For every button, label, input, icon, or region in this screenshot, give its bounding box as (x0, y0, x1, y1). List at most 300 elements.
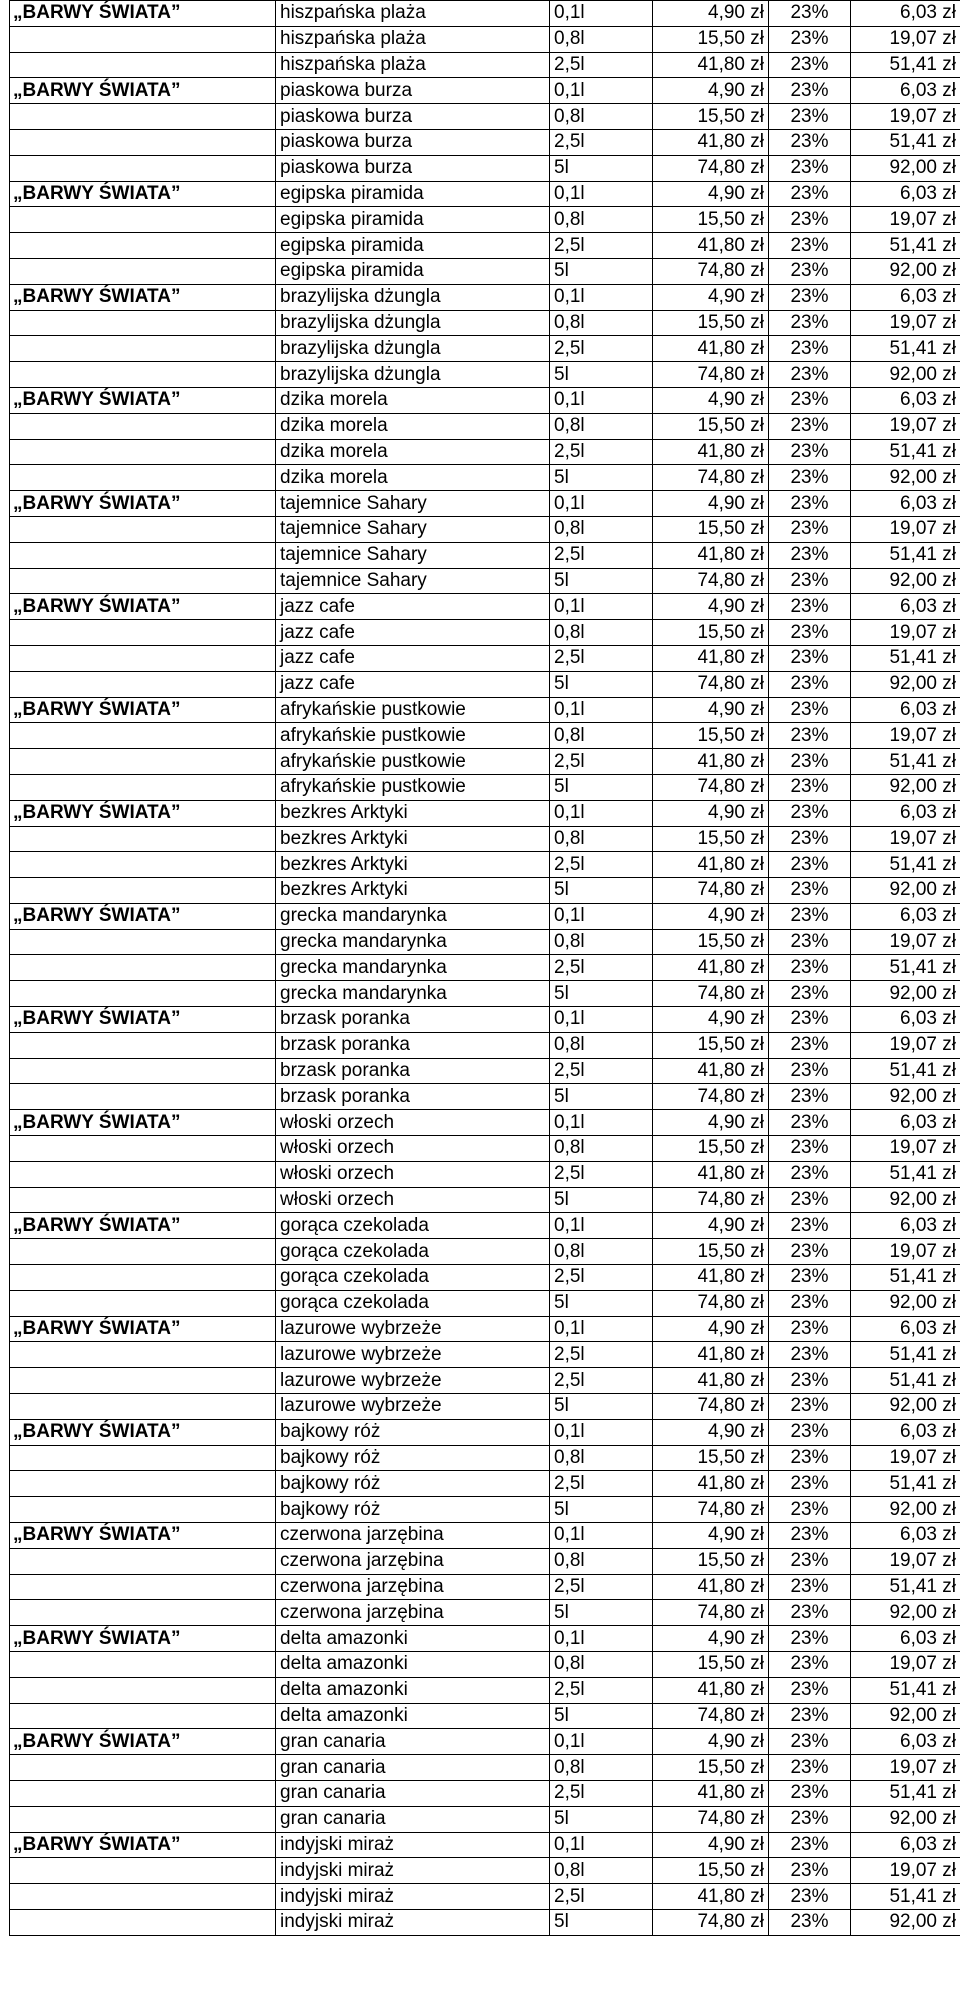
table-row (10, 1548, 960, 1574)
vat-rate-cell: 23% (769, 1058, 851, 1084)
volume-cell: 2,5l (550, 955, 653, 981)
vat-rate-cell: 23% (769, 929, 851, 955)
net-price-cell: 15,50 zł (653, 104, 769, 130)
product-line-cell: „BARWY ŚWIATA” (10, 1832, 276, 1858)
vat-rate-cell: 23% (769, 1523, 851, 1549)
net-price-cell: 4,90 zł (653, 1832, 769, 1858)
color-name-cell: egipska piramida (276, 258, 550, 284)
product-line-cell (10, 1032, 276, 1058)
gross-price-cell: 51,41 zł (851, 542, 960, 568)
color-name-cell: hiszpańska plaża (276, 1, 550, 27)
table-row (10, 697, 960, 723)
color-name-cell: tajemnice Sahary (276, 516, 550, 542)
table-row (10, 1213, 960, 1239)
table-row (10, 1755, 960, 1781)
gross-price-cell: 92,00 zł (851, 774, 960, 800)
net-price-cell: 4,90 zł (653, 1626, 769, 1652)
gross-price-cell: 92,00 zł (851, 362, 960, 388)
product-line-cell (10, 1497, 276, 1523)
product-line-cell (10, 1858, 276, 1884)
gross-price-cell: 51,41 zł (851, 645, 960, 671)
table-row (10, 800, 960, 826)
color-name-cell: afrykańskie pustkowie (276, 723, 550, 749)
vat-rate-cell: 23% (769, 284, 851, 310)
product-line-cell (10, 516, 276, 542)
color-name-cell: włoski orzech (276, 1110, 550, 1136)
product-line-cell (10, 774, 276, 800)
table-row (10, 129, 960, 155)
net-price-cell: 74,80 zł (653, 1084, 769, 1110)
table-row (10, 52, 960, 78)
vat-rate-cell: 23% (769, 749, 851, 775)
table-row (10, 826, 960, 852)
net-price-cell: 74,80 zł (653, 774, 769, 800)
table-row (10, 336, 960, 362)
vat-rate-cell: 23% (769, 594, 851, 620)
net-price-cell: 74,80 zł (653, 671, 769, 697)
volume-cell: 5l (550, 465, 653, 491)
vat-rate-cell: 23% (769, 439, 851, 465)
volume-cell: 0,8l (550, 310, 653, 336)
table-row (10, 1626, 960, 1652)
table-row (10, 1600, 960, 1626)
color-name-cell: bezkres Arktyki (276, 878, 550, 904)
gross-price-cell: 92,00 zł (851, 1084, 960, 1110)
gross-price-cell: 6,03 zł (851, 1110, 960, 1136)
table-row (10, 929, 960, 955)
product-line-cell (10, 749, 276, 775)
vat-rate-cell: 23% (769, 1858, 851, 1884)
volume-cell: 0,1l (550, 78, 653, 104)
volume-cell: 0,1l (550, 284, 653, 310)
volume-cell: 0,8l (550, 1136, 653, 1162)
table-row (10, 1780, 960, 1806)
gross-price-cell: 19,07 zł (851, 1239, 960, 1265)
product-line-cell (10, 826, 276, 852)
net-price-cell: 74,80 zł (653, 1187, 769, 1213)
volume-cell: 0,1l (550, 1729, 653, 1755)
net-price-cell: 4,90 zł (653, 594, 769, 620)
product-line-cell (10, 258, 276, 284)
table-row (10, 878, 960, 904)
volume-cell: 2,5l (550, 645, 653, 671)
table-row (10, 852, 960, 878)
table-row (10, 1832, 960, 1858)
vat-rate-cell: 23% (769, 1368, 851, 1394)
net-price-cell: 74,80 zł (653, 465, 769, 491)
table-row (10, 903, 960, 929)
table-row (10, 258, 960, 284)
product-line-cell (10, 1290, 276, 1316)
table-row (10, 207, 960, 233)
product-line-cell: „BARWY ŚWIATA” (10, 1316, 276, 1342)
net-price-cell: 4,90 zł (653, 1110, 769, 1136)
volume-cell: 5l (550, 1084, 653, 1110)
volume-cell: 5l (550, 981, 653, 1007)
volume-cell: 0,8l (550, 1239, 653, 1265)
net-price-cell: 41,80 zł (653, 129, 769, 155)
gross-price-cell: 19,07 zł (851, 1755, 960, 1781)
color-name-cell: grecka mandarynka (276, 929, 550, 955)
gross-price-cell: 6,03 zł (851, 284, 960, 310)
table-row (10, 981, 960, 1007)
volume-cell: 0,1l (550, 181, 653, 207)
vat-rate-cell: 23% (769, 1909, 851, 1935)
vat-rate-cell: 23% (769, 516, 851, 542)
volume-cell: 5l (550, 671, 653, 697)
gross-price-cell: 51,41 zł (851, 439, 960, 465)
vat-rate-cell: 23% (769, 155, 851, 181)
product-line-cell (10, 1780, 276, 1806)
vat-rate-cell: 23% (769, 1110, 851, 1136)
table-row (10, 1368, 960, 1394)
vat-rate-cell: 23% (769, 1832, 851, 1858)
gross-price-cell: 92,00 zł (851, 568, 960, 594)
volume-cell: 2,5l (550, 1368, 653, 1394)
vat-rate-cell: 23% (769, 362, 851, 388)
volume-cell: 2,5l (550, 129, 653, 155)
table-row (10, 1729, 960, 1755)
gross-price-cell: 92,00 zł (851, 1703, 960, 1729)
vat-rate-cell: 23% (769, 1084, 851, 1110)
color-name-cell: indyjski miraż (276, 1909, 550, 1935)
product-line-cell (10, 1239, 276, 1265)
gross-price-cell: 51,41 zł (851, 1677, 960, 1703)
volume-cell: 0,8l (550, 620, 653, 646)
net-price-cell: 41,80 zł (653, 955, 769, 981)
product-line-cell (10, 1755, 276, 1781)
product-line-cell (10, 878, 276, 904)
color-name-cell: brzask poranka (276, 1007, 550, 1033)
net-price-cell: 74,80 zł (653, 1703, 769, 1729)
table-row (10, 1161, 960, 1187)
volume-cell: 2,5l (550, 542, 653, 568)
gross-price-cell: 92,00 zł (851, 155, 960, 181)
gross-price-cell: 6,03 zł (851, 181, 960, 207)
gross-price-cell: 6,03 zł (851, 78, 960, 104)
product-line-cell: „BARWY ŚWIATA” (10, 903, 276, 929)
net-price-cell: 4,90 zł (653, 903, 769, 929)
gross-price-cell: 19,07 zł (851, 26, 960, 52)
net-price-cell: 4,90 zł (653, 697, 769, 723)
volume-cell: 0,1l (550, 1523, 653, 1549)
gross-price-cell: 6,03 zł (851, 1729, 960, 1755)
vat-rate-cell: 23% (769, 52, 851, 78)
product-line-cell (10, 723, 276, 749)
vat-rate-cell: 23% (769, 1187, 851, 1213)
gross-price-cell: 19,07 zł (851, 723, 960, 749)
vat-rate-cell: 23% (769, 233, 851, 259)
gross-price-cell: 19,07 zł (851, 1858, 960, 1884)
vat-rate-cell: 23% (769, 723, 851, 749)
vat-rate-cell: 23% (769, 1548, 851, 1574)
gross-price-cell: 6,03 zł (851, 1626, 960, 1652)
table-row (10, 1316, 960, 1342)
product-line-cell (10, 155, 276, 181)
net-price-cell: 74,80 zł (653, 1600, 769, 1626)
vat-rate-cell: 23% (769, 1600, 851, 1626)
product-line-cell: „BARWY ŚWIATA” (10, 1007, 276, 1033)
volume-cell: 2,5l (550, 1780, 653, 1806)
vat-rate-cell: 23% (769, 1394, 851, 1420)
net-price-cell: 15,50 zł (653, 516, 769, 542)
color-name-cell: gran canaria (276, 1755, 550, 1781)
table-row (10, 284, 960, 310)
gross-price-cell: 19,07 zł (851, 929, 960, 955)
net-price-cell: 4,90 zł (653, 387, 769, 413)
net-price-cell: 15,50 zł (653, 1445, 769, 1471)
volume-cell: 5l (550, 362, 653, 388)
gross-price-cell: 51,41 zł (851, 955, 960, 981)
color-name-cell: indyjski miraż (276, 1832, 550, 1858)
volume-cell: 2,5l (550, 1471, 653, 1497)
color-name-cell: gorąca czekolada (276, 1265, 550, 1291)
product-line-cell: „BARWY ŚWIATA” (10, 284, 276, 310)
net-price-cell: 4,90 zł (653, 78, 769, 104)
product-line-cell (10, 620, 276, 646)
net-price-cell: 41,80 zł (653, 1161, 769, 1187)
table-row (10, 671, 960, 697)
product-line-cell (10, 929, 276, 955)
gross-price-cell: 51,41 zł (851, 1574, 960, 1600)
net-price-cell: 4,90 zł (653, 1213, 769, 1239)
product-line-cell (10, 1806, 276, 1832)
net-price-cell: 4,90 zł (653, 1007, 769, 1033)
table-row (10, 955, 960, 981)
vat-rate-cell: 23% (769, 258, 851, 284)
gross-price-cell: 51,41 zł (851, 749, 960, 775)
gross-price-cell: 19,07 zł (851, 826, 960, 852)
product-line-cell (10, 1652, 276, 1678)
product-line-cell (10, 568, 276, 594)
table-row (10, 1677, 960, 1703)
product-line-cell (10, 1394, 276, 1420)
volume-cell: 2,5l (550, 233, 653, 259)
table-row (10, 1058, 960, 1084)
color-name-cell: piaskowa burza (276, 78, 550, 104)
color-name-cell: egipska piramida (276, 181, 550, 207)
gross-price-cell: 6,03 zł (851, 1832, 960, 1858)
volume-cell: 5l (550, 1290, 653, 1316)
color-name-cell: lazurowe wybrzeże (276, 1394, 550, 1420)
product-line-cell: „BARWY ŚWIATA” (10, 1110, 276, 1136)
volume-cell: 5l (550, 1806, 653, 1832)
product-line-cell: „BARWY ŚWIATA” (10, 1626, 276, 1652)
net-price-cell: 41,80 zł (653, 233, 769, 259)
gross-price-cell: 19,07 zł (851, 413, 960, 439)
net-price-cell: 4,90 zł (653, 800, 769, 826)
volume-cell: 5l (550, 1497, 653, 1523)
color-name-cell: delta amazonki (276, 1703, 550, 1729)
volume-cell: 0,8l (550, 26, 653, 52)
table-row (10, 1007, 960, 1033)
color-name-cell: bajkowy róż (276, 1445, 550, 1471)
net-price-cell: 4,90 zł (653, 1523, 769, 1549)
color-name-cell: lazurowe wybrzeże (276, 1316, 550, 1342)
product-line-cell (10, 671, 276, 697)
net-price-cell: 15,50 zł (653, 929, 769, 955)
vat-rate-cell: 23% (769, 1265, 851, 1291)
product-line-cell (10, 542, 276, 568)
gross-price-cell: 6,03 zł (851, 697, 960, 723)
net-price-cell: 15,50 zł (653, 1548, 769, 1574)
gross-price-cell: 92,00 zł (851, 1600, 960, 1626)
product-line-cell (10, 1136, 276, 1162)
table-row (10, 645, 960, 671)
color-name-cell: piaskowa burza (276, 129, 550, 155)
color-name-cell: lazurowe wybrzeże (276, 1342, 550, 1368)
volume-cell: 5l (550, 1394, 653, 1420)
table-row (10, 774, 960, 800)
volume-cell: 0,8l (550, 1548, 653, 1574)
net-price-cell: 15,50 zł (653, 1858, 769, 1884)
volume-cell: 2,5l (550, 1677, 653, 1703)
net-price-cell: 41,80 zł (653, 542, 769, 568)
net-price-cell: 4,90 zł (653, 181, 769, 207)
vat-rate-cell: 23% (769, 1780, 851, 1806)
color-name-cell: piaskowa burza (276, 104, 550, 130)
table-row (10, 1497, 960, 1523)
table-row (10, 1394, 960, 1420)
volume-cell: 2,5l (550, 852, 653, 878)
table-row (10, 749, 960, 775)
product-line-cell (10, 981, 276, 1007)
volume-cell: 0,1l (550, 1316, 653, 1342)
color-name-cell: gran canaria (276, 1806, 550, 1832)
color-name-cell: brzask poranka (276, 1084, 550, 1110)
net-price-cell: 15,50 zł (653, 723, 769, 749)
color-name-cell: delta amazonki (276, 1652, 550, 1678)
table-row (10, 465, 960, 491)
product-line-cell (10, 362, 276, 388)
vat-rate-cell: 23% (769, 1032, 851, 1058)
volume-cell: 0,8l (550, 413, 653, 439)
volume-cell: 2,5l (550, 749, 653, 775)
gross-price-cell: 19,07 zł (851, 516, 960, 542)
volume-cell: 0,1l (550, 594, 653, 620)
table-row (10, 1574, 960, 1600)
net-price-cell: 74,80 zł (653, 155, 769, 181)
net-price-cell: 15,50 zł (653, 207, 769, 233)
color-name-cell: czerwona jarzębina (276, 1600, 550, 1626)
product-line-cell (10, 1471, 276, 1497)
color-name-cell: afrykańskie pustkowie (276, 749, 550, 775)
gross-price-cell: 51,41 zł (851, 129, 960, 155)
color-name-cell: egipska piramida (276, 207, 550, 233)
table-row (10, 1342, 960, 1368)
volume-cell: 0,8l (550, 104, 653, 130)
volume-cell: 2,5l (550, 336, 653, 362)
color-name-cell: jazz cafe (276, 620, 550, 646)
table-row (10, 594, 960, 620)
vat-rate-cell: 23% (769, 1136, 851, 1162)
vat-rate-cell: 23% (769, 413, 851, 439)
color-name-cell: jazz cafe (276, 645, 550, 671)
vat-rate-cell: 23% (769, 387, 851, 413)
volume-cell: 0,8l (550, 516, 653, 542)
table-row (10, 310, 960, 336)
gross-price-cell: 92,00 zł (851, 1394, 960, 1420)
volume-cell: 0,1l (550, 1832, 653, 1858)
table-row (10, 1187, 960, 1213)
product-line-cell (10, 26, 276, 52)
product-line-cell (10, 1574, 276, 1600)
net-price-cell: 41,80 zł (653, 1574, 769, 1600)
table-row (10, 620, 960, 646)
net-price-cell: 41,80 zł (653, 1265, 769, 1291)
product-line-cell (10, 439, 276, 465)
gross-price-cell: 19,07 zł (851, 104, 960, 130)
color-name-cell: brazylijska dżungla (276, 362, 550, 388)
gross-price-cell: 51,41 zł (851, 852, 960, 878)
table-row (10, 491, 960, 517)
net-price-cell: 41,80 zł (653, 1677, 769, 1703)
color-name-cell: brazylijska dżungla (276, 336, 550, 362)
volume-cell: 2,5l (550, 1161, 653, 1187)
table-row (10, 1110, 960, 1136)
table-row (10, 1858, 960, 1884)
net-price-cell: 41,80 zł (653, 1884, 769, 1910)
volume-cell: 5l (550, 258, 653, 284)
volume-cell: 5l (550, 1600, 653, 1626)
net-price-cell: 4,90 zł (653, 1, 769, 27)
color-name-cell: dzika morela (276, 465, 550, 491)
color-name-cell: czerwona jarzębina (276, 1574, 550, 1600)
vat-rate-cell: 23% (769, 671, 851, 697)
volume-cell: 0,8l (550, 1755, 653, 1781)
gross-price-cell: 51,41 zł (851, 336, 960, 362)
gross-price-cell: 51,41 zł (851, 1884, 960, 1910)
gross-price-cell: 92,00 zł (851, 1909, 960, 1935)
color-name-cell: bajkowy róż (276, 1419, 550, 1445)
vat-rate-cell: 23% (769, 336, 851, 362)
volume-cell: 2,5l (550, 439, 653, 465)
volume-cell: 0,1l (550, 1007, 653, 1033)
color-name-cell: grecka mandarynka (276, 981, 550, 1007)
vat-rate-cell: 23% (769, 852, 851, 878)
volume-cell: 0,8l (550, 723, 653, 749)
gross-price-cell: 92,00 zł (851, 1497, 960, 1523)
net-price-cell: 4,90 zł (653, 1729, 769, 1755)
table-row (10, 1909, 960, 1935)
table-row (10, 723, 960, 749)
table-row (10, 1523, 960, 1549)
price-list-table (9, 0, 960, 1936)
gross-price-cell: 92,00 zł (851, 878, 960, 904)
volume-cell: 2,5l (550, 1884, 653, 1910)
vat-rate-cell: 23% (769, 1316, 851, 1342)
color-name-cell: piaskowa burza (276, 155, 550, 181)
gross-price-cell: 6,03 zł (851, 1, 960, 27)
volume-cell: 5l (550, 1909, 653, 1935)
net-price-cell: 4,90 zł (653, 284, 769, 310)
color-name-cell: delta amazonki (276, 1677, 550, 1703)
vat-rate-cell: 23% (769, 104, 851, 130)
volume-cell: 0,1l (550, 800, 653, 826)
table-row (10, 181, 960, 207)
net-price-cell: 74,80 zł (653, 1394, 769, 1420)
color-name-cell: bezkres Arktyki (276, 852, 550, 878)
table-row (10, 413, 960, 439)
product-line-cell: „BARWY ŚWIATA” (10, 1, 276, 27)
net-price-cell: 74,80 zł (653, 362, 769, 388)
gross-price-cell: 92,00 zł (851, 1806, 960, 1832)
product-line-cell: „BARWY ŚWIATA” (10, 800, 276, 826)
product-line-cell (10, 104, 276, 130)
product-line-cell (10, 955, 276, 981)
vat-rate-cell: 23% (769, 645, 851, 671)
gross-price-cell: 92,00 zł (851, 1290, 960, 1316)
